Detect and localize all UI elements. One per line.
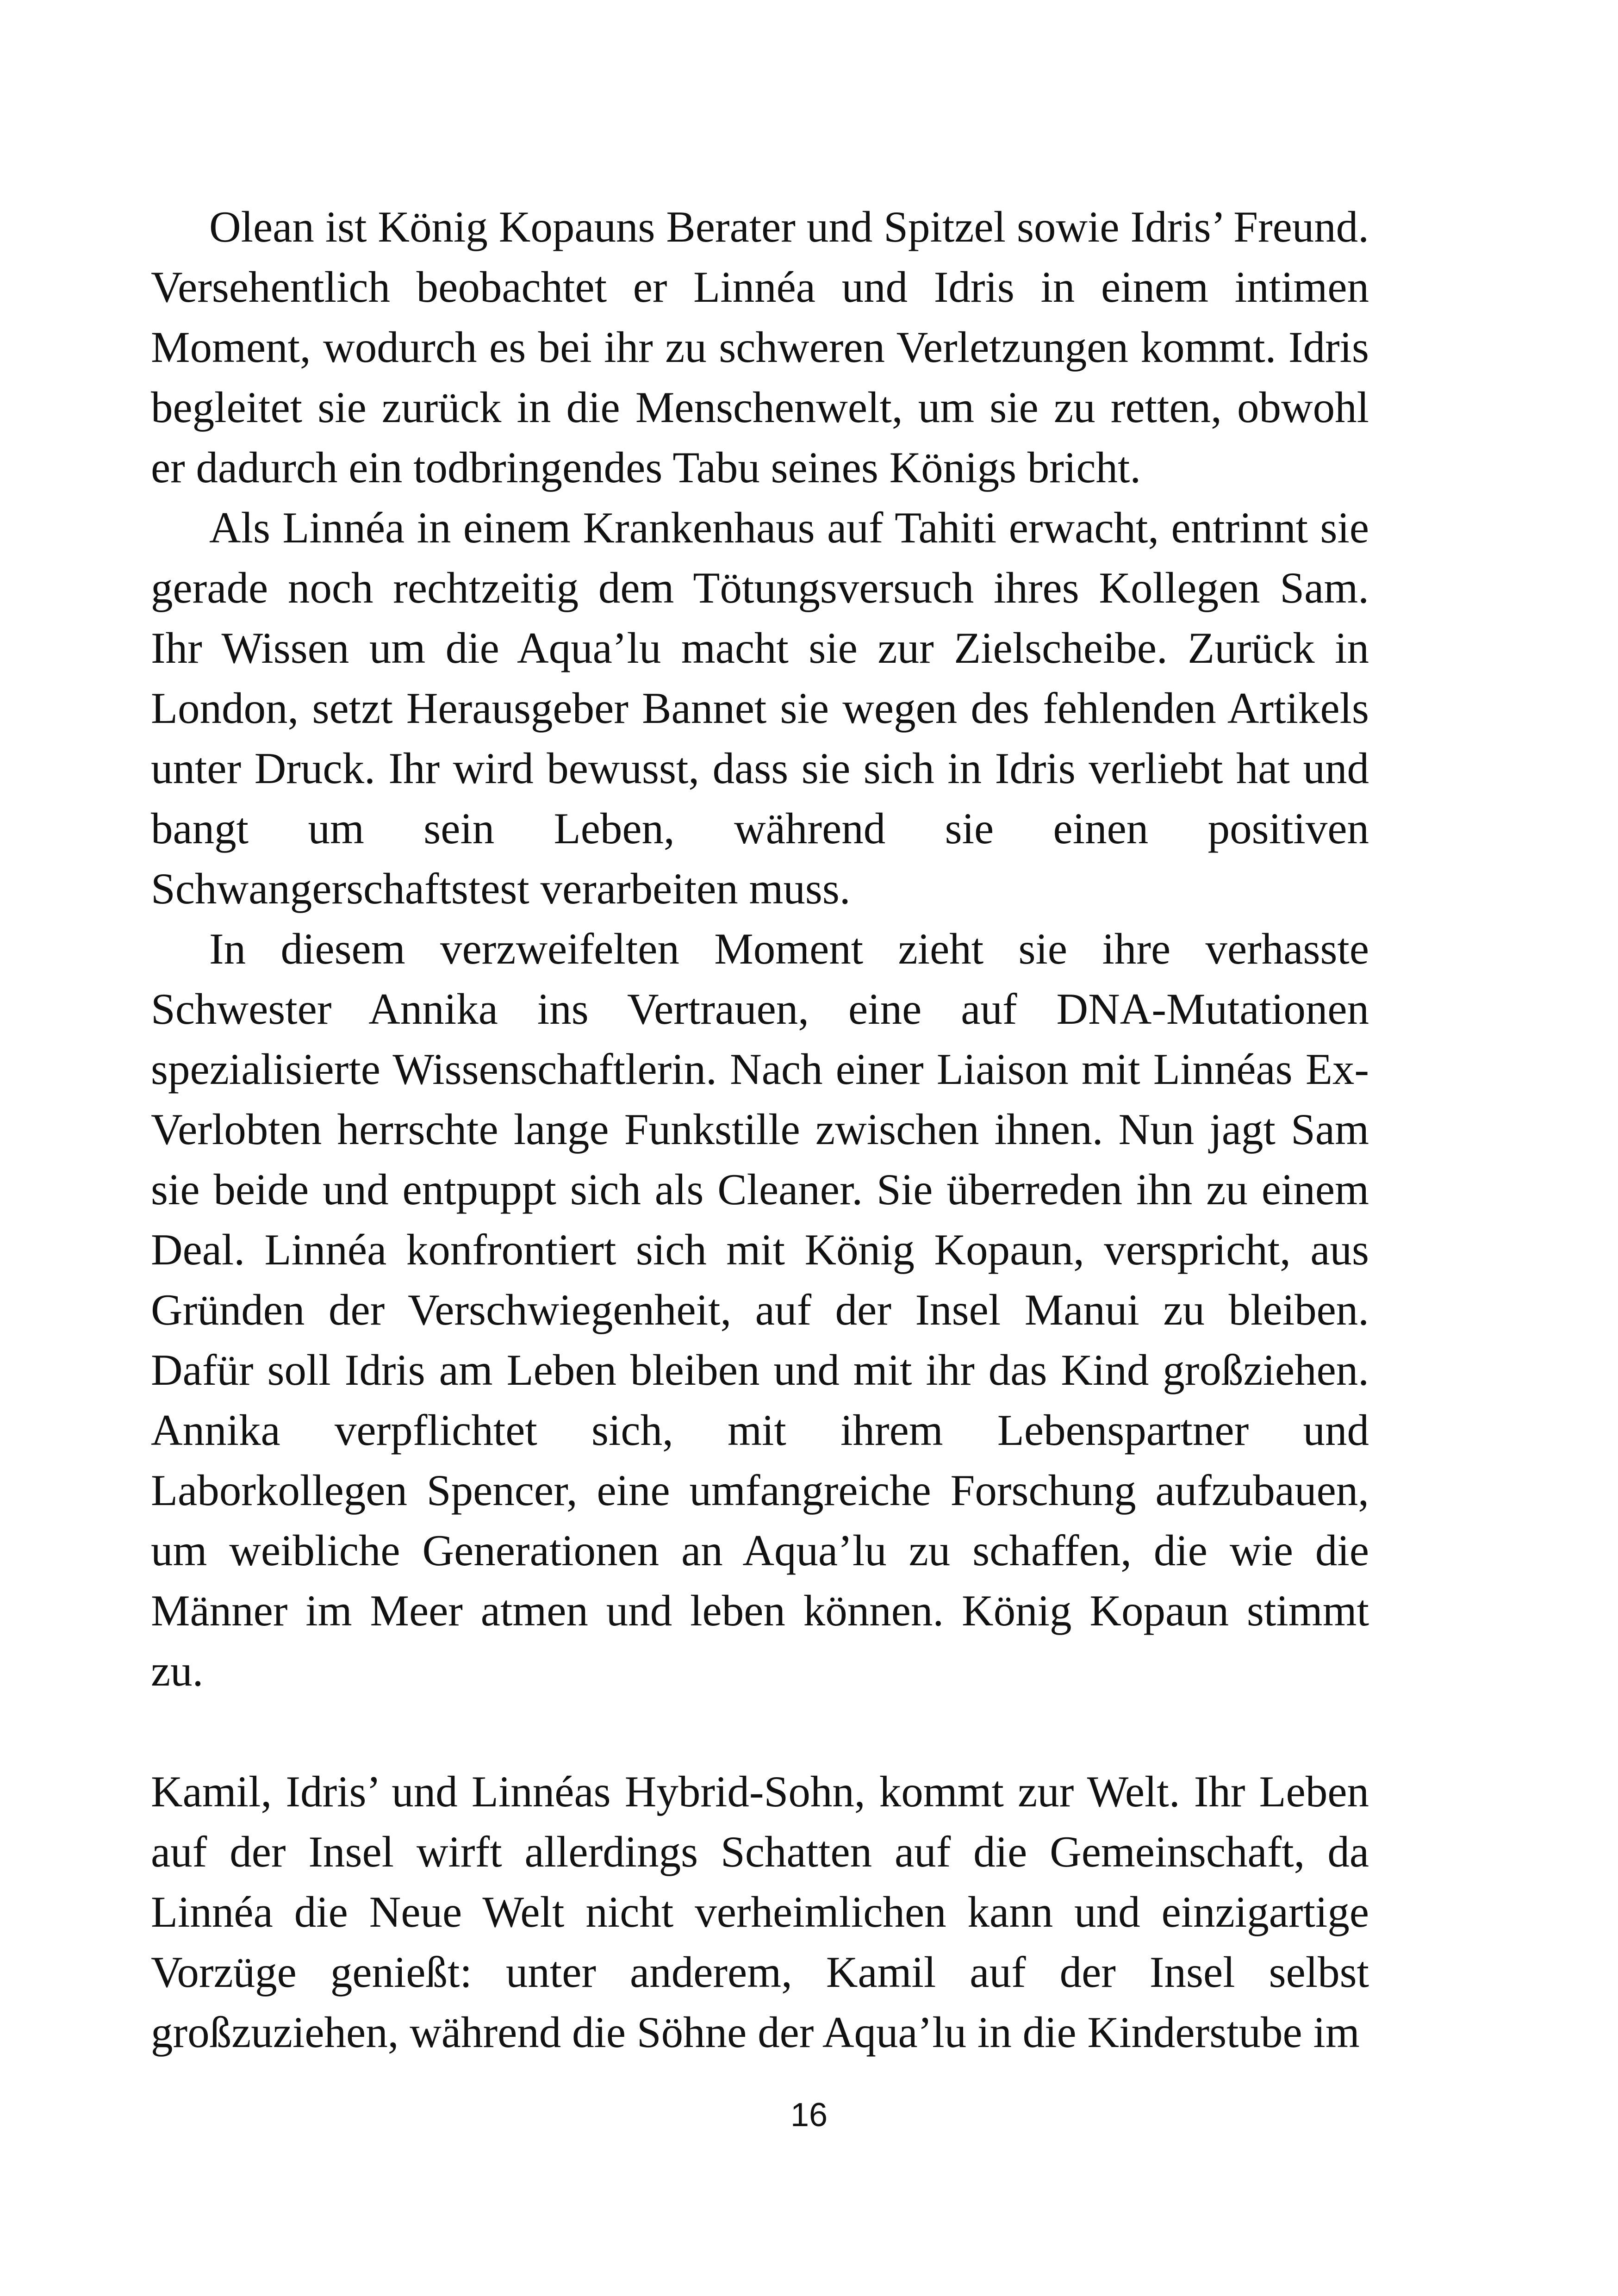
paragraph-annika: In diesem verzweifelten Moment zieht sie ihre verhasste Schwester Annika ins Vertrauen, eine auf DNA-Mutationen spezialisierte Wissenschaftlerin. Nach einer Liaison mit Linnéas Ex-Verlobten herrschte lange Funkstille zwischen ihnen. Nun jagt Sam sie beide und entpuppt sich als Cleaner. Sie überreden ihn zu einem Deal. Linnéa konfrontiert sich mit König Kopaun, verspricht, aus Gründen der Verschwiegenheit, auf der Insel Manui zu bleiben. Dafür soll Idris am Leben bleiben und mit ihr das Kind großziehen. Annika verpflichtet sich, mit ihrem Lebenspartner und Laborkollegen Spencer, eine umfangreiche Forschung aufzubauen, um weibliche Generationen an Aqua’lu zu schaffen, die wie die Männer im Meer atmen und leben können. König Kopaun stimmt zu.	[151, 924, 1369, 1695]
body-text	[151, 197, 1369, 2062]
paragraph-tahiti: Als Linnéa in einem Krankenhaus auf Tahiti erwacht, entrinnt sie gerade noch rechtzeitig dem Tötungsversuch ihres Kollegen Sam. Ihr Wissen um die Aqua’lu macht sie zur Zielscheibe. Zurück in London, setzt Herausgeber Bannet sie wegen des fehlenden Artikels unter Druck. Ihr wird bewusst, dass sie sich in Idris verliebt hat und bangt um sein Leben, während sie einen positiven Schwangerschaftstest verarbeiten muss.	[151, 503, 1369, 913]
page-number: 16	[790, 2097, 828, 2134]
paragraph-kamil: Kamil, Idris’ und Linnéas Hybrid-Sohn, kommt zur Welt. Ihr Leben auf der Insel wirft allerdings Schatten auf die Gemeinschaft, da Linnéa die Neue Welt nicht verheimlichen kann und einzigartige Vorzüge genießt: unter anderem, Kamil auf der Insel selbst großzuziehen, während die Söhne der Aqua’lu in die Kinderstube im	[151, 1767, 1369, 2057]
paragraph-olean: Olean ist König Kopauns Berater und Spitzel sowie Idris’ Freund. Versehentlich beobachtet er Linnéa und Idris in einem intimen Moment, wodurch es bei ihr zu schweren Verletzungen kommt. Idris begleitet sie zurück in die Menschenwelt, um sie zu retten, obwohl er dadurch ein todbringendes Tabu seines Königs bricht.	[151, 202, 1369, 492]
section-break	[151, 1701, 1369, 1761]
